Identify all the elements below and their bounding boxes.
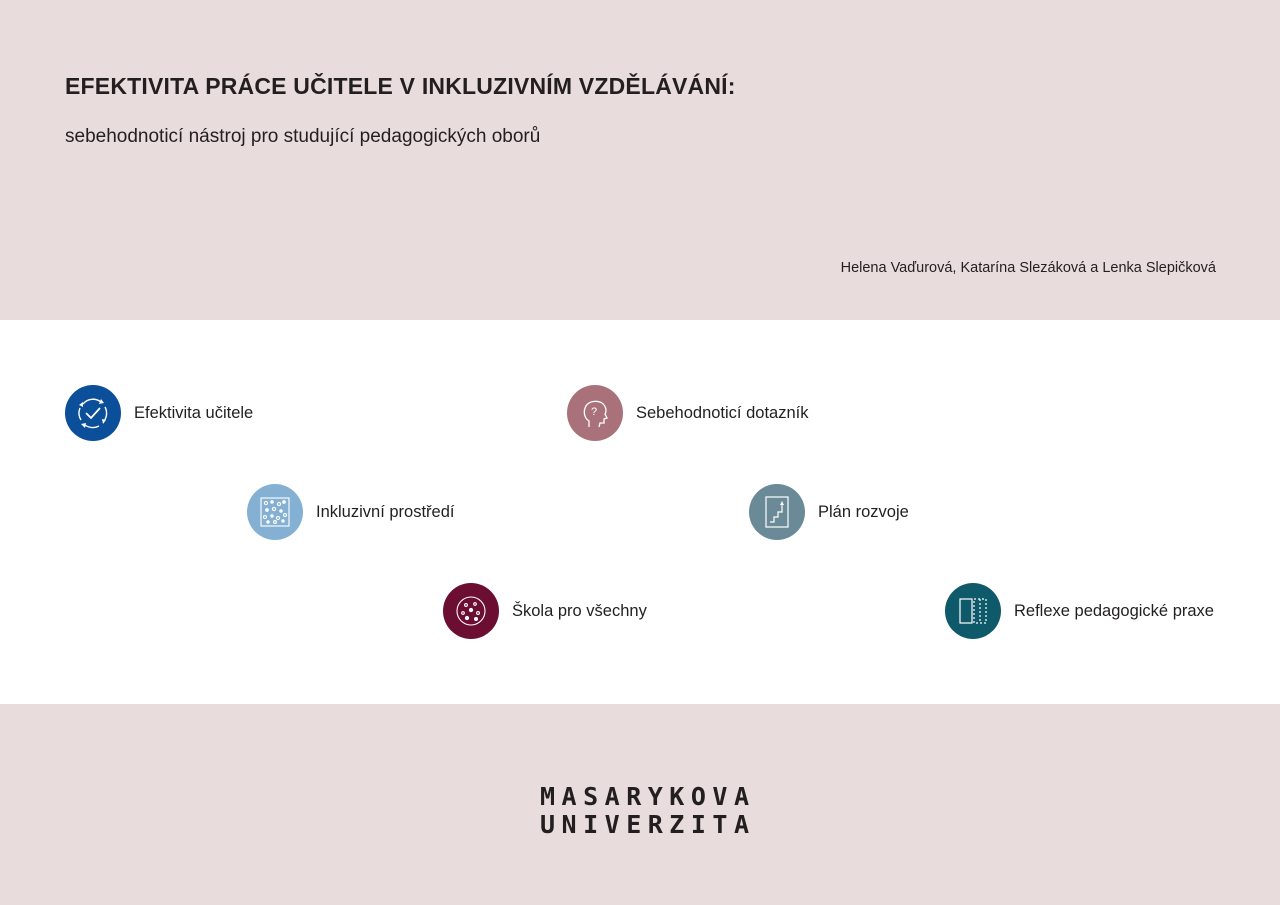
- nav-item-label: Inkluzivní prostředí: [316, 502, 455, 521]
- nav-item-skola-pro-vsechny[interactable]: [443, 583, 647, 639]
- split-panel-icon: [945, 583, 1001, 639]
- nav-item-inkluzivni-prostredi[interactable]: [247, 484, 454, 540]
- nav-item-efektivita-ucitele[interactable]: [65, 385, 253, 441]
- university-logo: [540, 783, 756, 839]
- section-navigation: [0, 320, 1280, 704]
- nav-item-reflexe-pedagogicke-praxe[interactable]: [945, 583, 1214, 639]
- cycle-check-icon: [65, 385, 121, 441]
- nav-item-label: Škola pro všechny: [512, 601, 647, 620]
- nav-item-label: Reflexe pedagogické praxe: [1014, 601, 1214, 620]
- circle-dots-icon: [443, 583, 499, 639]
- grid-dots-icon: [247, 484, 303, 540]
- head-question-icon: [567, 385, 623, 441]
- page-subtitle: sebehodnoticí nástroj pro studující pedagogických oborů: [65, 126, 541, 147]
- svg-text:?: ?: [591, 406, 598, 418]
- nav-item-label: Plán rozvoje: [818, 502, 909, 521]
- nav-item-label: Efektivita učitele: [134, 403, 254, 422]
- nav-item-sebehodnotici-dotaznik[interactable]: [567, 385, 808, 441]
- nav-item-label: Sebehodnoticí dotazník: [636, 403, 809, 422]
- logo-line-1: MASARYKOVA: [540, 782, 756, 811]
- authors-line: Helena Vaďurová, Katarína Slezáková a Lenka Slepičková: [840, 260, 1216, 276]
- page-title: EFEKTIVITA PRÁCE UČITELE V INKLUZIVNÍM VZDĚLÁVÁNÍ:: [65, 73, 736, 99]
- nav-item-plan-rozvoje[interactable]: [749, 484, 909, 540]
- stairs-icon: [749, 484, 805, 540]
- header-banner: [0, 0, 1280, 320]
- logo-line-2: UNIVERZITA: [540, 810, 756, 839]
